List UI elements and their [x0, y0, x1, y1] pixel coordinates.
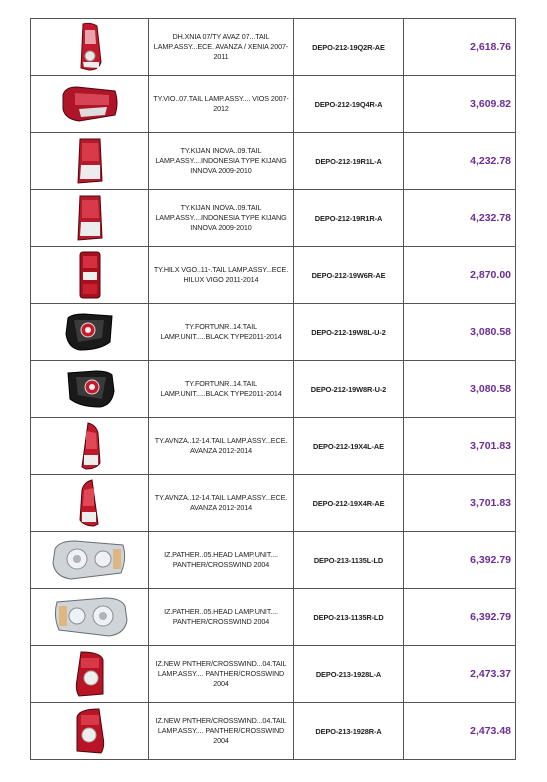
table-row — [31, 247, 516, 304]
tail-lamp-icon — [35, 250, 144, 300]
table-row — [31, 76, 516, 133]
part-number: DEPO-212-19W8R-U-2 — [294, 361, 404, 418]
price: 3,701.83 — [404, 475, 516, 532]
product-image-cell — [31, 532, 149, 589]
tail-lamp-icon — [35, 312, 144, 352]
part-number: DEPO-212-19W6R-AE — [294, 247, 404, 304]
product-description: TY.FORTUNR..14.TAIL LAMP.UNIT.....BLACK TYPE2011-2014 — [149, 304, 294, 361]
product-description: TY.FORTUNR..14.TAIL LAMP.UNIT.....BLACK TYPE2011-2014 — [149, 361, 294, 418]
table-row — [31, 190, 516, 247]
table-row — [31, 475, 516, 532]
tail-lamp-icon — [35, 650, 144, 698]
tail-lamp-icon — [35, 22, 144, 72]
table-row — [31, 532, 516, 589]
price: 4,232.78 — [404, 133, 516, 190]
price: 2,473.37 — [404, 646, 516, 703]
product-description: IZ.PATHER..05.HEAD LAMP.UNIT.... PANTHER/CROSSWIND 2004 — [149, 532, 294, 589]
price: 3,080.58 — [404, 361, 516, 418]
tail-lamp-icon — [35, 137, 144, 185]
tail-lamp-icon — [35, 707, 144, 755]
table-row — [31, 361, 516, 418]
price: 4,232.78 — [404, 190, 516, 247]
product-image-cell — [31, 247, 149, 304]
price: 6,392.79 — [404, 532, 516, 589]
price: 2,870.00 — [404, 247, 516, 304]
part-number: DEPO-213-1928L-A — [294, 646, 404, 703]
table-row — [31, 646, 516, 703]
table-row — [31, 304, 516, 361]
tail-lamp-icon — [35, 421, 144, 471]
table-row — [31, 703, 516, 760]
product-description: TY.AVNZA..12-14.TAIL LAMP.ASSY...ECE. AVANZA 2012-2014 — [149, 418, 294, 475]
product-description: TY.AVNZA..12-14.TAIL LAMP.ASSY...ECE. AVANZA 2012-2014 — [149, 475, 294, 532]
tail-lamp-icon — [35, 478, 144, 528]
product-description: IZ.NEW PNTHER/CROSSWIND...04.TAIL LAMP.ASSY.... PANTHER/CROSSWIND 2004 — [149, 703, 294, 760]
tail-lamp-icon — [35, 369, 144, 409]
product-image-cell — [31, 361, 149, 418]
product-description: TY.VIO..07.TAIL LAMP.ASSY.... VIOS 2007-2012 — [149, 76, 294, 133]
part-number: DEPO-212-19X4R-AE — [294, 475, 404, 532]
product-image-cell — [31, 703, 149, 760]
head-lamp-icon — [35, 596, 144, 638]
part-number: DEPO-213-1135L-LD — [294, 532, 404, 589]
parts-catalog-table — [30, 18, 516, 760]
part-number: DEPO-213-1928R-A — [294, 703, 404, 760]
table-row — [31, 418, 516, 475]
product-image-cell — [31, 76, 149, 133]
product-description: TY.KIJAN INOVA..09.TAIL LAMP.ASSY....INDONESIA TYPE KIJANG INNOVA 2009-2010 — [149, 190, 294, 247]
product-image-cell — [31, 475, 149, 532]
table-row — [31, 589, 516, 646]
part-number: DEPO-213-1135R-LD — [294, 589, 404, 646]
part-number: DEPO-212-19X4L-AE — [294, 418, 404, 475]
table-row — [31, 133, 516, 190]
product-image-cell — [31, 190, 149, 247]
product-description: IZ.PATHER..05.HEAD LAMP.UNIT.... PANTHER/CROSSWIND 2004 — [149, 589, 294, 646]
product-description: TY.KIJAN INOVA..09.TAIL LAMP.ASSY....INDONESIA TYPE KIJANG INNOVA 2009-2010 — [149, 133, 294, 190]
product-image-cell — [31, 133, 149, 190]
part-number: DEPO-212-19Q2R-AE — [294, 19, 404, 76]
price: 2,473.48 — [404, 703, 516, 760]
price: 3,701.83 — [404, 418, 516, 475]
price: 3,609.82 — [404, 76, 516, 133]
product-image-cell — [31, 304, 149, 361]
table-row — [31, 19, 516, 76]
part-number: DEPO-212-19R1R-A — [294, 190, 404, 247]
product-image-cell — [31, 418, 149, 475]
price: 3,080.58 — [404, 304, 516, 361]
price: 6,392.79 — [404, 589, 516, 646]
product-image-cell — [31, 646, 149, 703]
tail-lamp-icon — [35, 85, 144, 123]
tail-lamp-icon — [35, 194, 144, 242]
product-image-cell — [31, 19, 149, 76]
part-number: DEPO-212-19Q4R-A — [294, 76, 404, 133]
product-description: IZ.NEW PNTHER/CROSSWIND...04.TAIL LAMP.ASSY.... PANTHER/CROSSWIND 2004 — [149, 646, 294, 703]
part-number: DEPO-212-19W8L-U-2 — [294, 304, 404, 361]
product-image-cell — [31, 589, 149, 646]
head-lamp-icon — [35, 539, 144, 581]
product-description: TY.HILX VGO..11-.TAIL LAMP.ASSY...ECE. HILUX VIGO 2011-2014 — [149, 247, 294, 304]
product-description: DH.XNIA 07/TY AVAZ 07...TAIL LAMP.ASSY...ECE. AVANZA / XENIA 2007-2011 — [149, 19, 294, 76]
price: 2,618.76 — [404, 19, 516, 76]
part-number: DEPO-212-19R1L-A — [294, 133, 404, 190]
